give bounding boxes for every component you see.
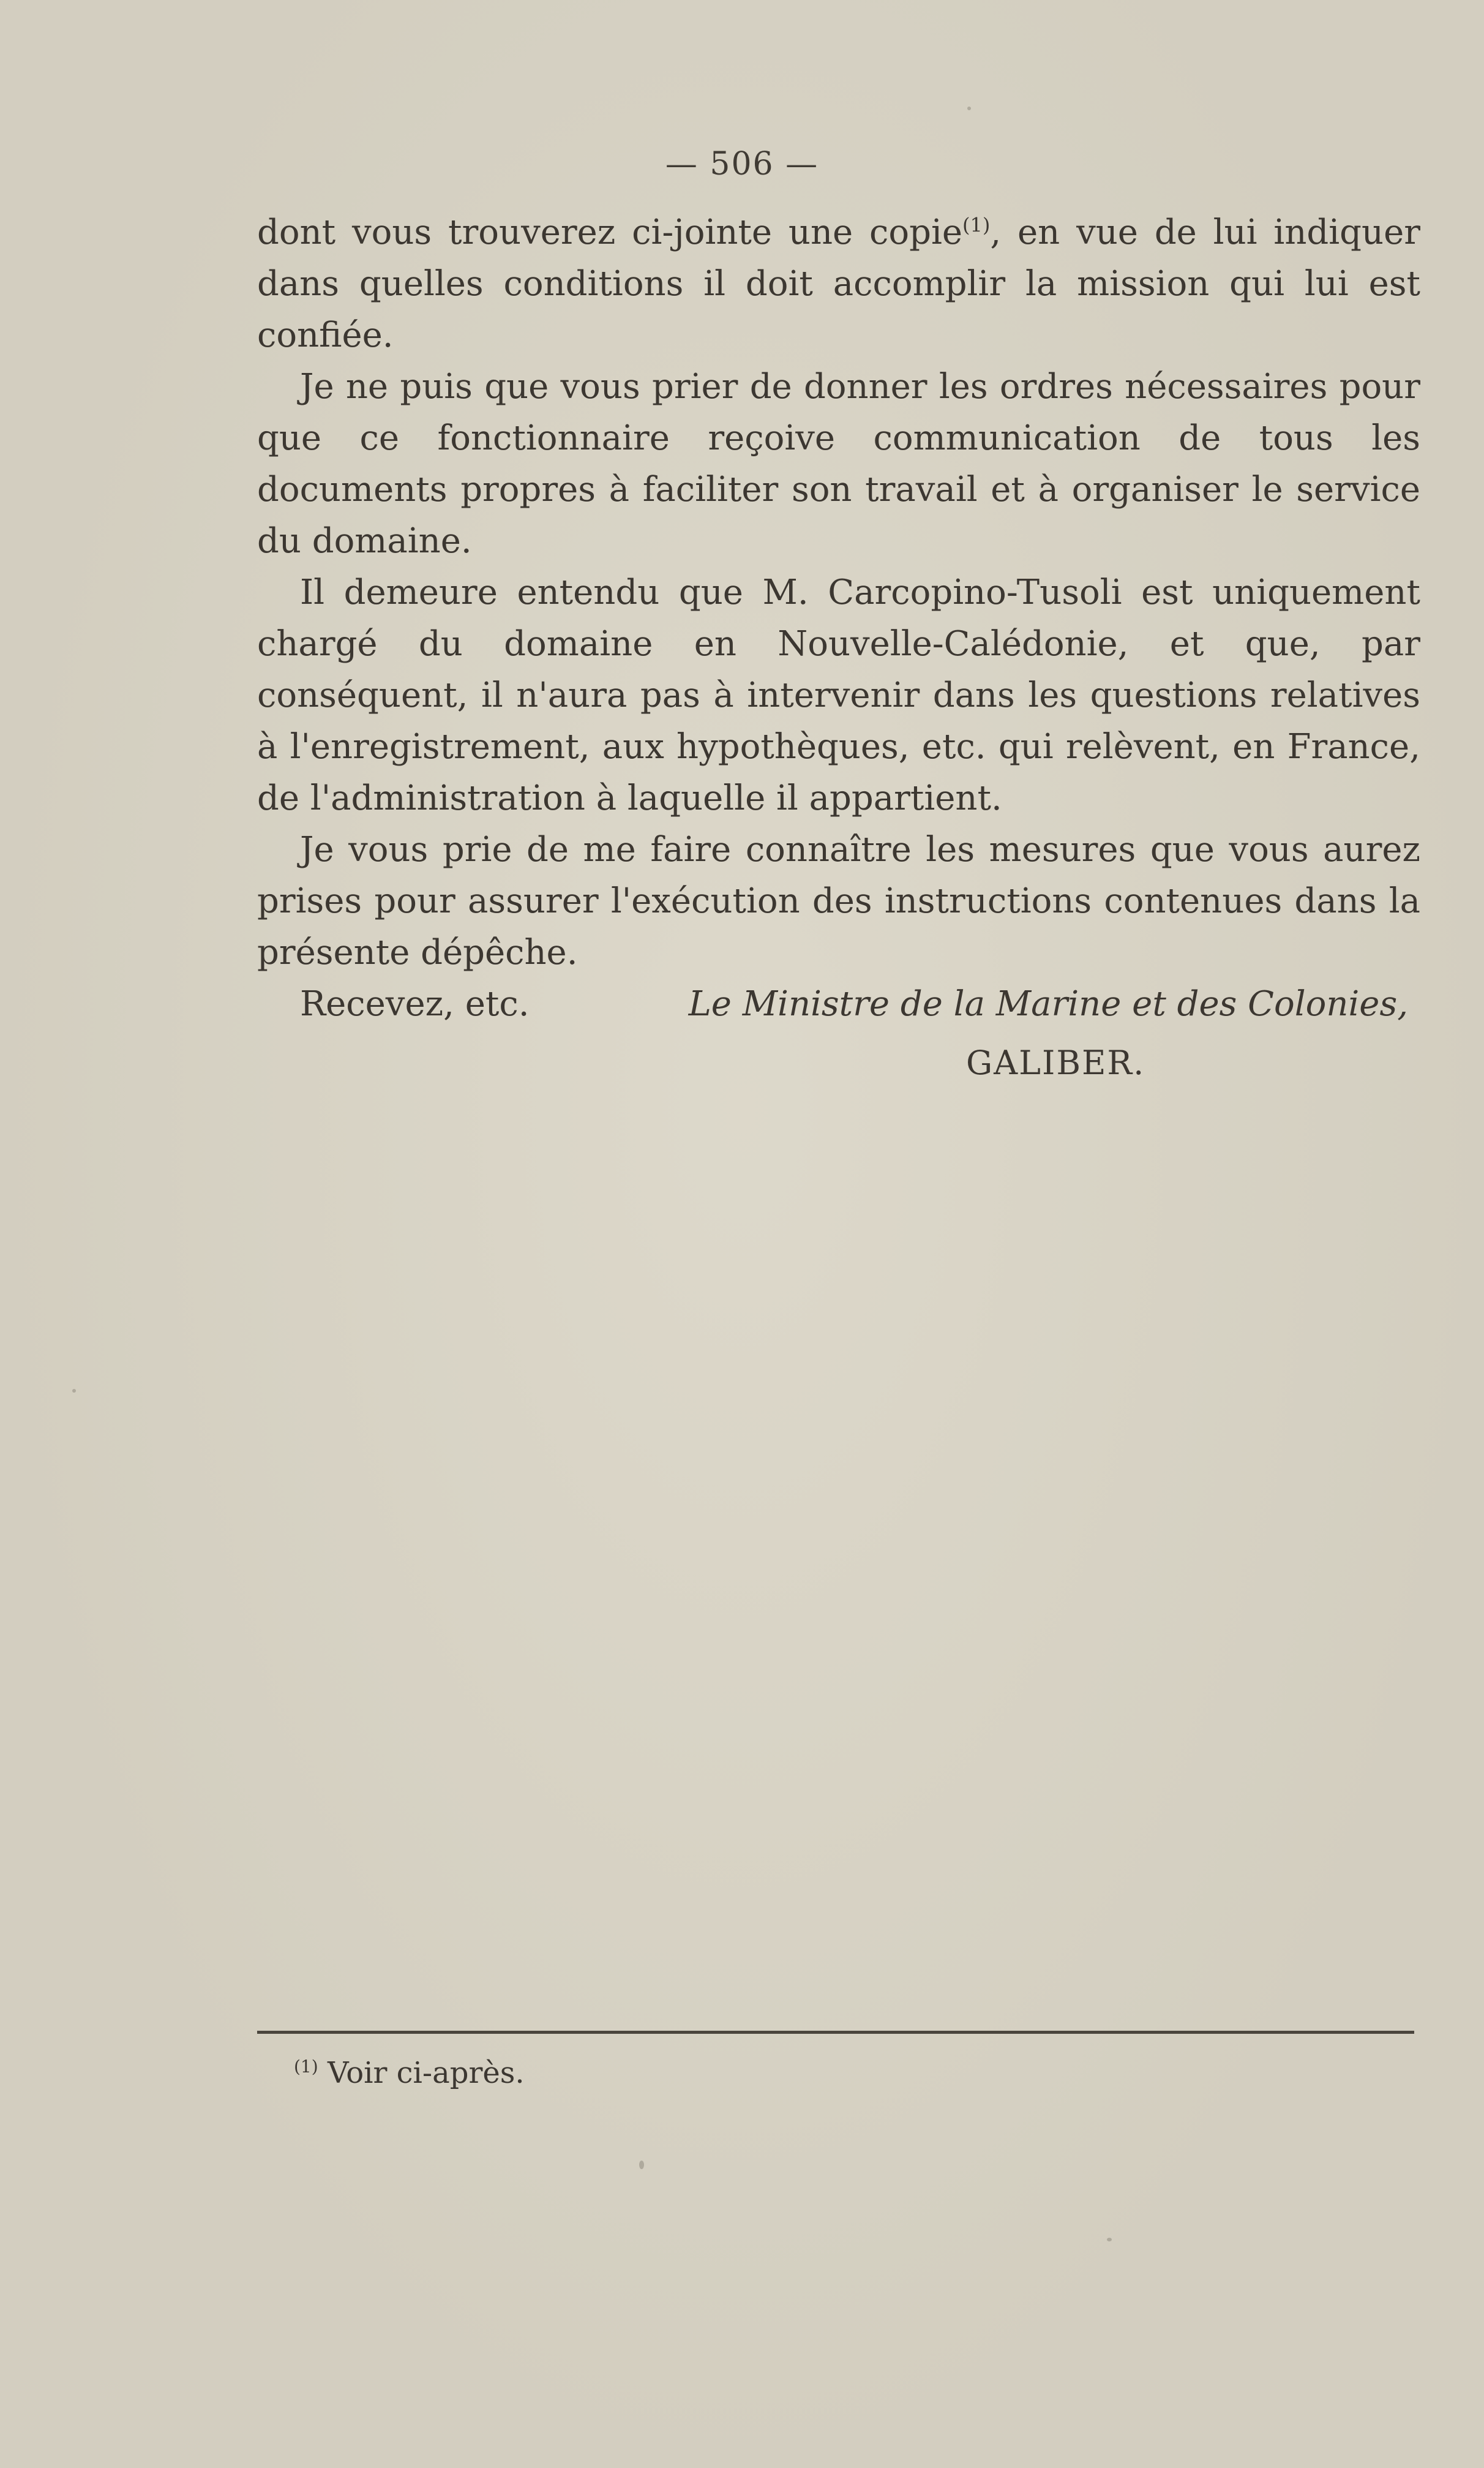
signatory-title: Le Ministre de la Marine et des Colonies, (688, 984, 1408, 1024)
paper-speck (72, 1389, 76, 1393)
footnote (294, 2052, 525, 2094)
paragraph-1 (257, 207, 1420, 361)
paragraph-2: Je ne puis que vous prier de donner les ordres nécessaires pour que ce fonctionnaire reçoive communication de tous les documents propres à faciliter son travail et à organiser le service du domaine. (257, 367, 1420, 561)
paragraph-1-text-start: dont vous trouverez ci-jointe une copie (257, 213, 963, 252)
paper-speck (639, 2161, 644, 2169)
paper-speck (967, 107, 971, 110)
signature-block (257, 979, 1408, 1082)
paragraph-3: Il demeure entendu que M. Carcopino-Tusoli est uniquement chargé du domaine en Nouvelle-Calédonie, et que, par conséquent, il n'aura pas à intervenir dans les questions relatives à l'enregistrement, aux hypothèques, etc. qui relèvent, en France, de l'administration à laquelle il appartient. (257, 573, 1420, 818)
signatory-name: GALIBER. (966, 1044, 1145, 1082)
closing-formula: Recevez, etc. (300, 984, 530, 1024)
paragraph-4: Je vous prie de me faire connaître les mesures que vous aurez prises pour assurer l'exécution des instructions contenues dans la présente dépêche. (257, 830, 1420, 973)
paragraph-1-text-end: , en vue de lui indiquer dans quelles conditions il doit accomplir la mission qui lui est confiée. (257, 213, 1420, 355)
letter-body (257, 207, 1420, 1030)
footnote-divider (257, 2031, 1414, 2034)
footnote-text: Voir ci-après. (327, 2056, 525, 2090)
footnote-marker: (1) (294, 2056, 318, 2077)
page-number: — 506 — (665, 146, 819, 182)
footnote-reference: (1) (962, 213, 991, 237)
paper-speck (1107, 2238, 1112, 2241)
